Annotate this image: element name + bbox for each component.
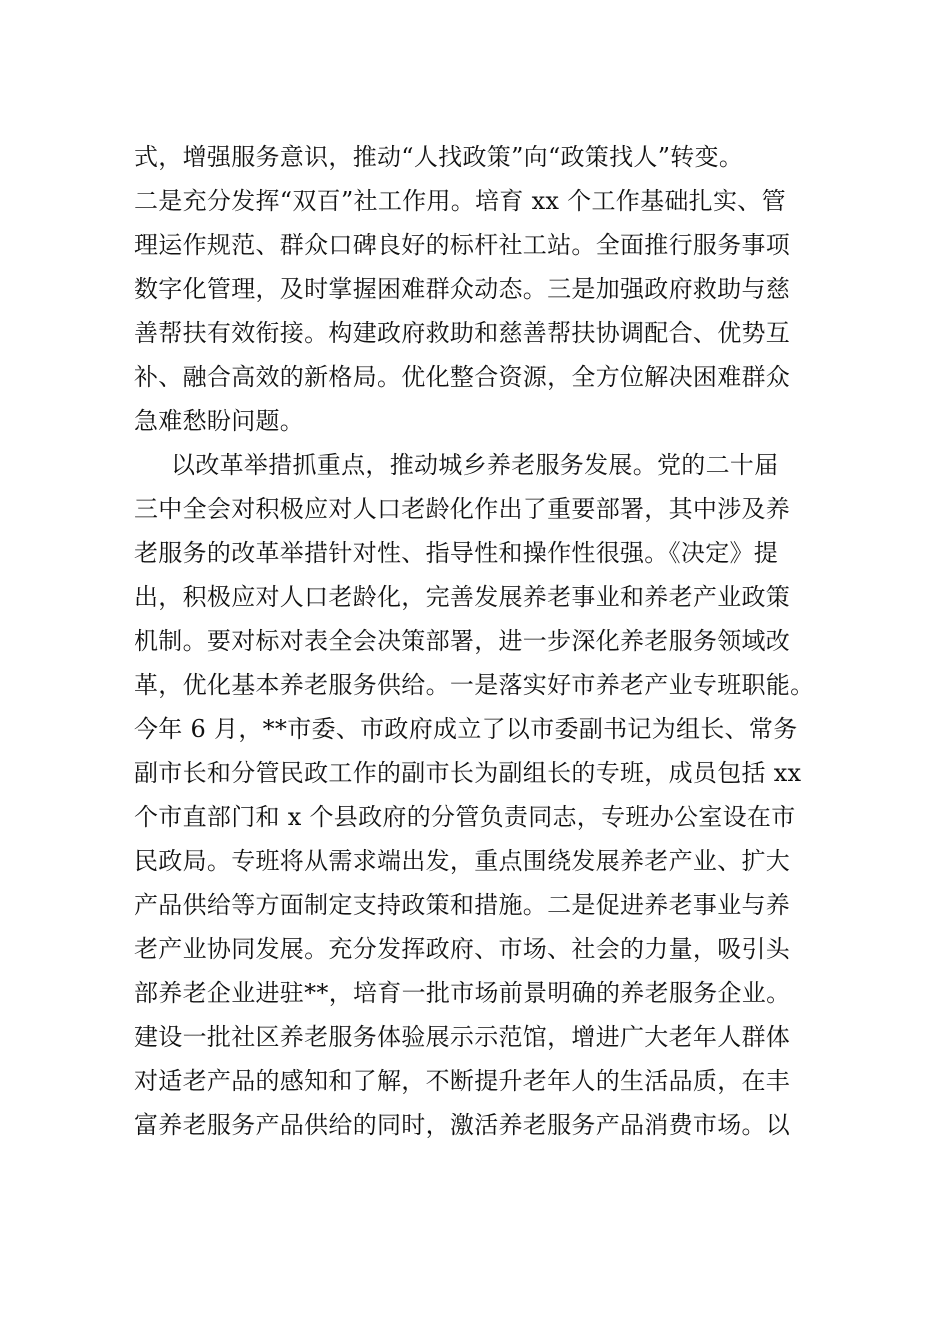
text-line: 出，积极应对人口老龄化，完善发展养老事业和养老产业政策: [134, 583, 791, 611]
text-line: 今年 6 月，**市委、市政府成立了以市委副书记为组长、常务: [134, 715, 798, 743]
text-line: 个市直部门和 x 个县政府的分管负责同志，专班办公室设在市: [134, 803, 796, 831]
text-line: 式，增强服务意识，推动“人找政策”向“政策找人”转变。: [134, 143, 744, 171]
text-line: 数字化管理，及时掌握困难群众动态。三是加强政府救助与慈: [134, 275, 791, 303]
text-line: 三中全会对积极应对人口老龄化作出了重要部署，其中涉及养: [134, 495, 791, 523]
text-line: 部养老企业进驻**，培育一批市场前景明确的养老服务企业。: [134, 979, 791, 1007]
text-line: 二是充分发挥“双百”社工作用。培育 xx 个工作基础扎实、管: [134, 187, 786, 215]
text-line: 革，优化基本养老服务供给。一是落实好市养老产业专班职能。: [134, 671, 815, 699]
text-line: 民政局。专班将从需求端出发，重点围绕发展养老产业、扩大: [134, 847, 791, 875]
text-line: 副市长和分管民政工作的副市长为副组长的专班，成员包括 xx: [134, 759, 802, 787]
paragraph-first-line: 以改革举措抓重点，推动城乡养老服务发展。党的二十届: [171, 451, 779, 479]
text-line: 老服务的改革举措针对性、指导性和操作性很强。《决定》提: [134, 539, 779, 567]
text-line: 产品供给等方面制定支持政策和措施。二是促进养老事业与养: [134, 891, 791, 919]
text-line: 善帮扶有效衔接。构建政府救助和慈善帮扶协调配合、优势互: [134, 319, 791, 347]
text-line: 富养老服务产品供给的同时，激活养老服务产品消费市场。以: [134, 1111, 791, 1139]
text-line: 建设一批社区养老服务体验展示示范馆，增进广大老年人群体: [134, 1023, 791, 1051]
text-line: 老产业协同发展。充分发挥政府、市场、社会的力量，吸引头: [134, 935, 791, 963]
text-line: 补、融合高效的新格局。优化整合资源，全方位解决困难群众: [134, 363, 791, 391]
text-line: 急难愁盼问题。: [134, 407, 305, 435]
text-line: 理运作规范、群众口碑良好的标杆社工站。全面推行服务事项: [134, 231, 791, 259]
text-line: 对适老产品的感知和了解，不断提升老年人的生活品质，在丰: [134, 1067, 791, 1095]
text-line: 机制。要对标对表全会决策部署，进一步深化养老服务领域改: [134, 627, 791, 655]
